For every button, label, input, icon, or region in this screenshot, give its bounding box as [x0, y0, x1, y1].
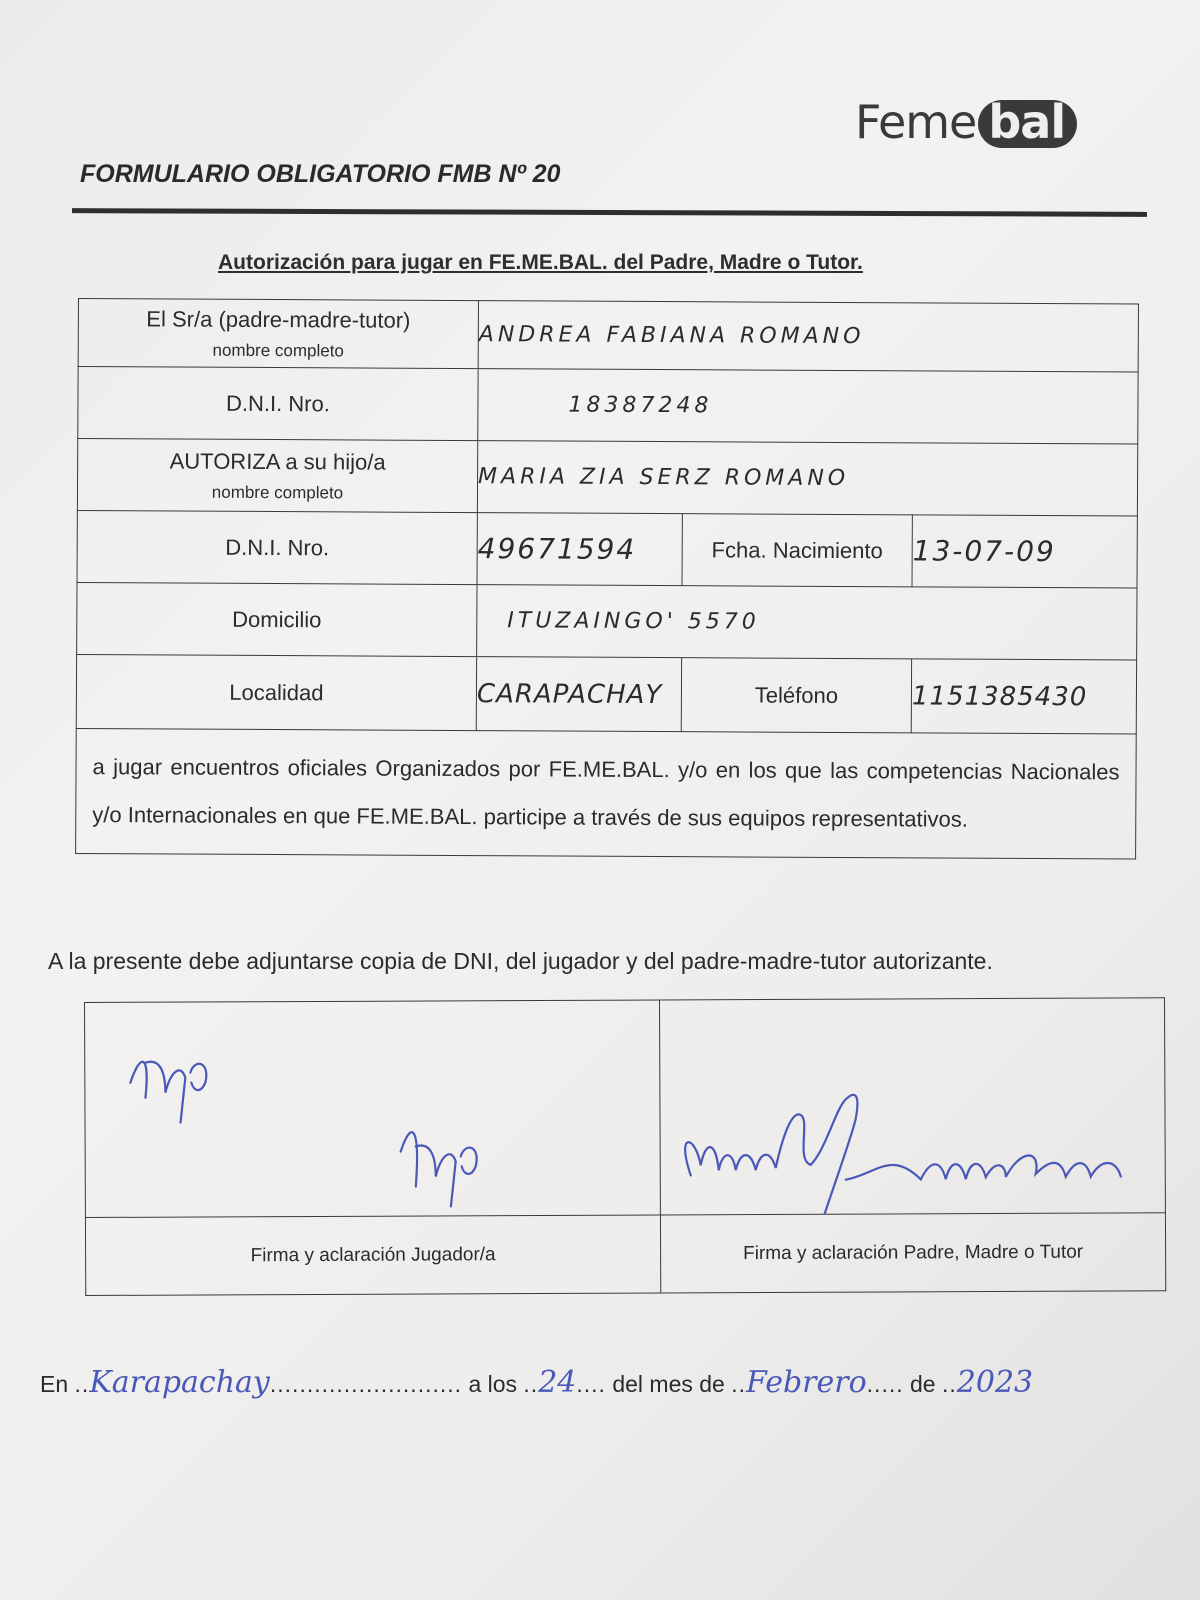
del-mes-label: del mes de: [612, 1371, 725, 1397]
title-rule: [72, 208, 1147, 217]
de-label: de: [910, 1371, 936, 1397]
address-label: Domicilio: [77, 582, 477, 656]
parent-dni-field[interactable]: 18387248: [478, 369, 1138, 444]
place-date-line: En ..Karapachay.......................... a los ..24.... del mes de ..Febrero..... de ..2023: [40, 1365, 1034, 1400]
signature-table: [84, 997, 1165, 1296]
authorization-text: a jugar encuentros oficiales Organizados por FE.ME.BAL. y/o en los que las competencias Nacionales y/o Internacionales en que FE.ME.BAL. participe a través de sus equipos representativos.: [76, 728, 1137, 859]
phone-field[interactable]: 1151385430: [911, 659, 1136, 734]
femebal-logo: Feme bal: [855, 95, 1077, 149]
en-label: En: [40, 1371, 69, 1397]
player-signature: [85, 1000, 661, 1218]
child-dni-field[interactable]: 49671594: [477, 513, 682, 586]
child-name-label: AUTORIZA a su hijo/a nombre completo: [77, 439, 477, 513]
parent-name-label: El Sr/a (padre-madre-tutor) nombre completo: [78, 299, 478, 369]
a-los-label: a los: [468, 1371, 518, 1397]
player-signature-box[interactable]: [85, 1000, 661, 1218]
city-label: Localidad: [76, 654, 476, 730]
child-dni-label: D.N.I. Nro.: [77, 510, 477, 584]
form-title: FORMULARIO OBLIGATORIO FMB Nº 20: [80, 160, 561, 188]
birth-date-field[interactable]: 13-07-09: [912, 515, 1137, 588]
city-field[interactable]: CARAPACHAY: [476, 657, 681, 732]
parent-signature: [660, 998, 1166, 1215]
phone-label: Teléfono: [681, 658, 911, 733]
authorization-table: [75, 298, 1138, 860]
form-subtitle: Autorización para jugar en FE.ME.BAL. del Padre, Madre o Tutor.: [218, 251, 863, 274]
child-name-field[interactable]: MARIA ZIA SERZ ROMANO: [477, 441, 1137, 516]
day-field[interactable]: 24: [538, 1365, 577, 1400]
parent-dni-label: D.N.I. Nro.: [78, 367, 478, 441]
birth-date-label: Fcha. Nacimiento: [682, 514, 912, 587]
parent-signature-caption: Firma y aclaración Padre, Madre o Tutor: [660, 1213, 1165, 1293]
player-signature-caption: Firma y aclaración Jugador/a: [85, 1215, 660, 1296]
parent-name-field[interactable]: ANDREA FABIANA ROMANO: [478, 301, 1138, 372]
month-field[interactable]: Febrero: [746, 1365, 867, 1400]
year-field[interactable]: 2023: [956, 1365, 1034, 1400]
parent-signature-box[interactable]: [659, 998, 1165, 1215]
address-field[interactable]: ITUZAINGO' 5570: [477, 585, 1137, 660]
place-field[interactable]: Karapachay: [89, 1365, 270, 1400]
dni-copy-note: A la presente debe adjuntarse copia de DNI, del jugador y del padre-madre-tutor autorizante.: [48, 948, 993, 974]
